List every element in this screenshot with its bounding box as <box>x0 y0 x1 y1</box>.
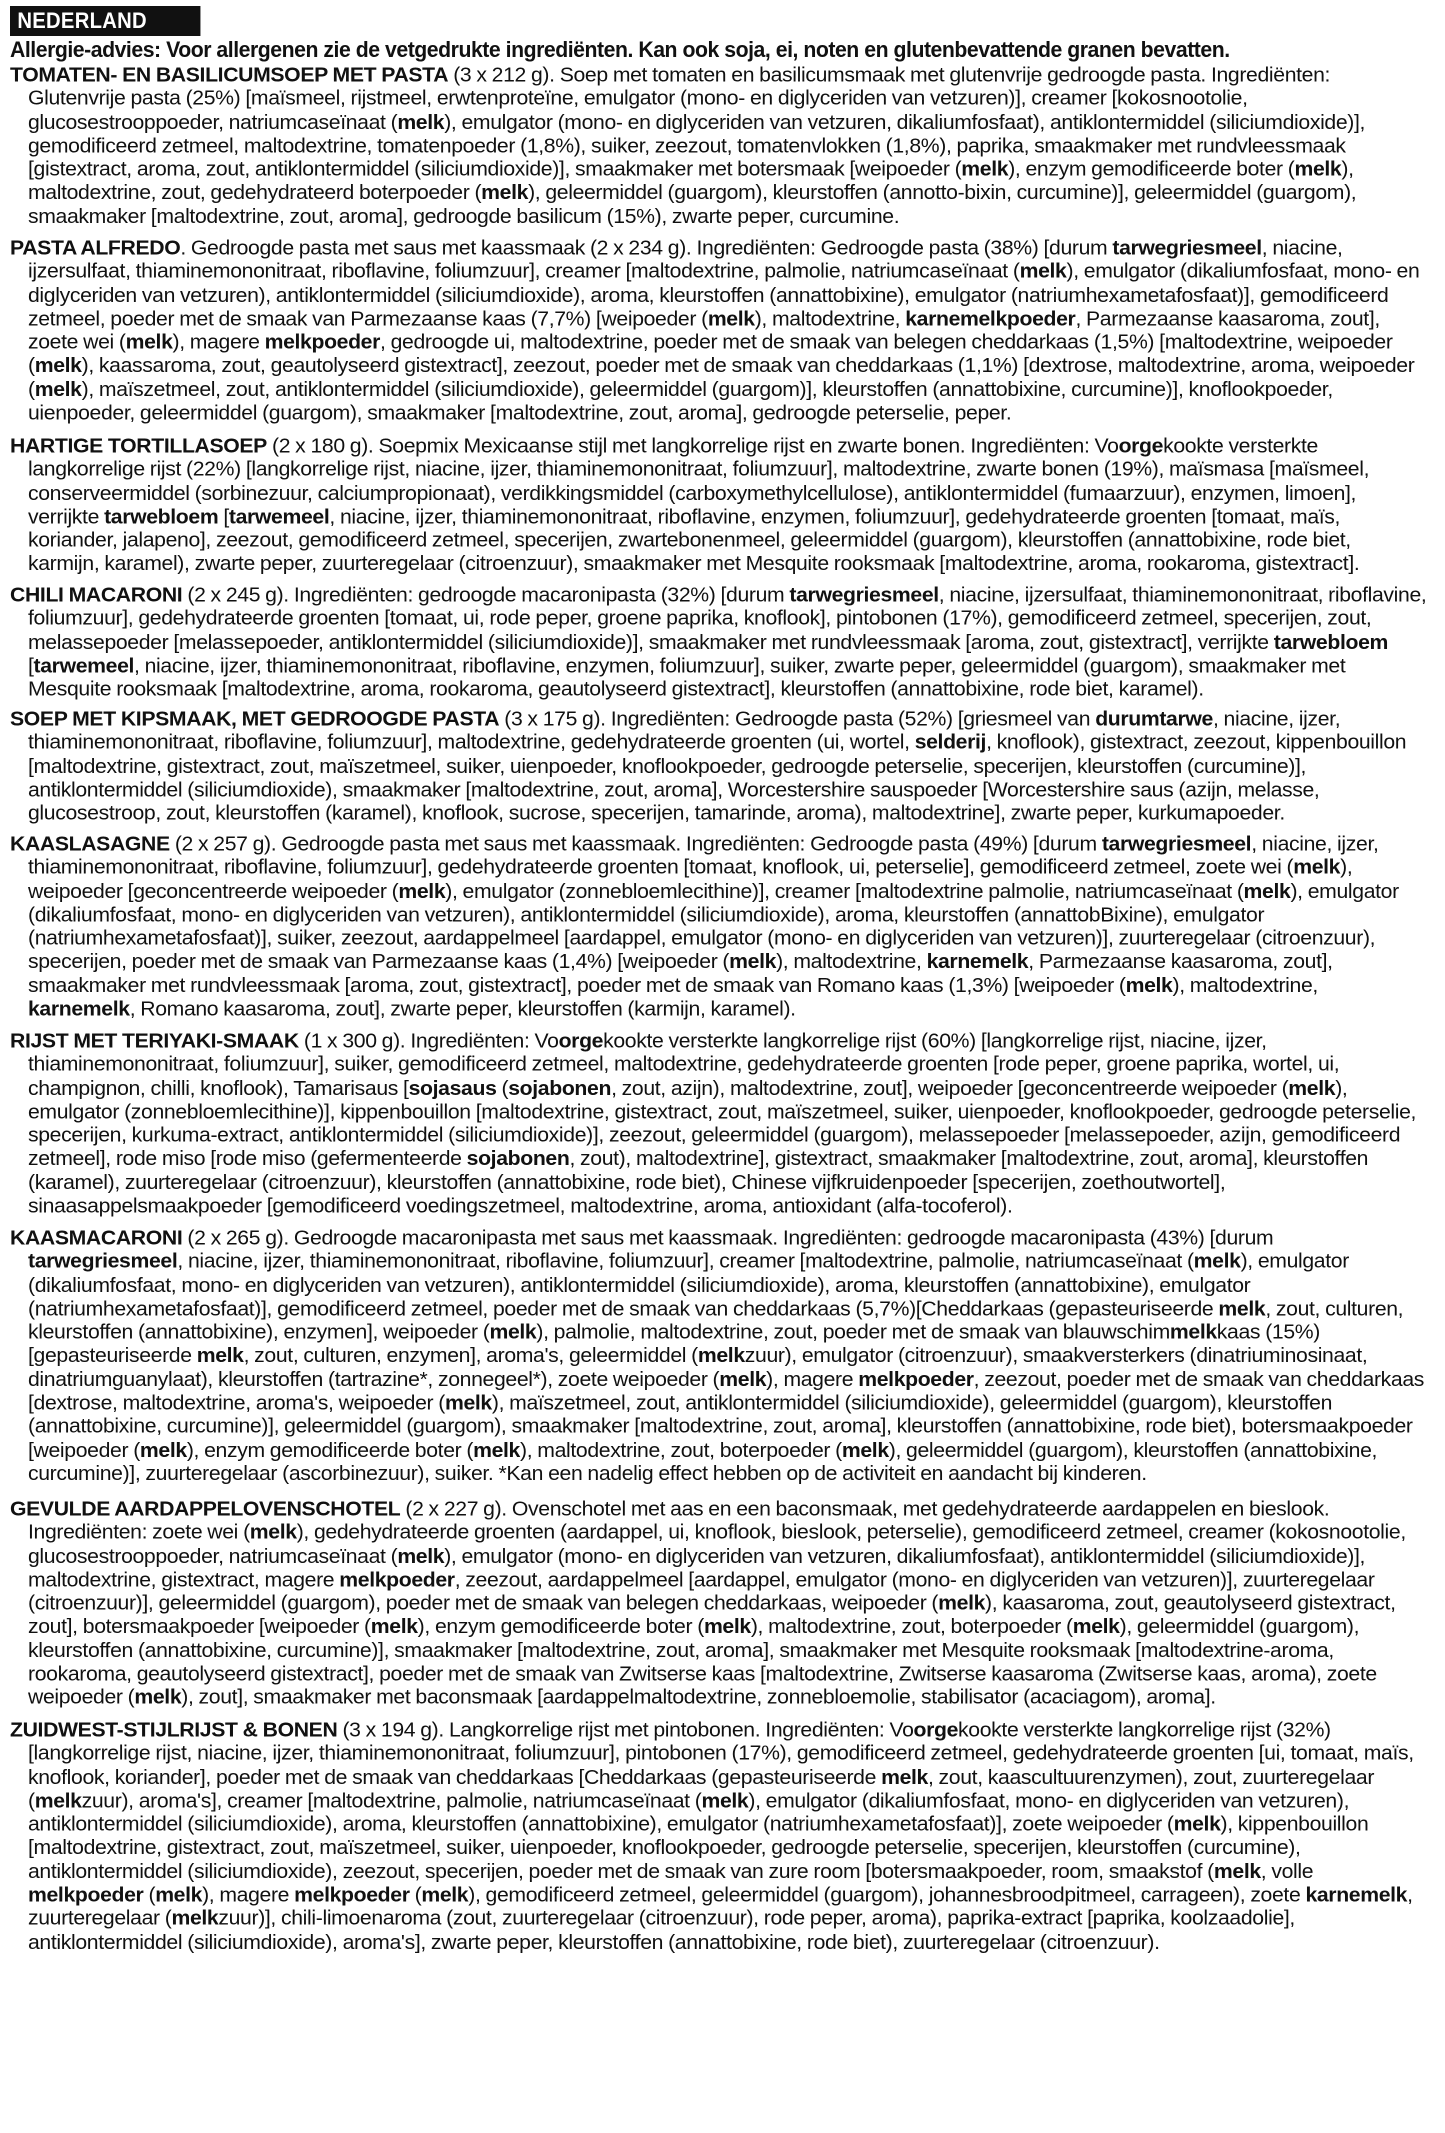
allergen-text: melk <box>370 1615 418 1638</box>
allergen-text: melk <box>707 308 755 331</box>
ingredient-text: ( <box>143 1884 156 1907</box>
allergen-text: durumtarwe <box>1095 708 1213 731</box>
product-entry <box>10 584 1427 702</box>
allergen-text: orge <box>913 1719 959 1742</box>
ingredient-text: , zeezout, aardappelmeel [aardappel, emulgator (mono- en diglyceriden van vetzuren)], zuurteregelaar (citroenzuur)], geleermiddel (guargom), poeder met de smaak van belegen cheddarkaas, weipoeder ( <box>28 1568 1375 1615</box>
allergen-text: tarwegriesmeel <box>1101 832 1252 855</box>
allergen-text: tarwegriesmeel <box>28 1250 178 1274</box>
ingredient-text: , zeezout, poeder met de smaak van cheddarkaas [dextrose, maltodextrine, aroma's, weipoeder ( <box>28 1368 1425 1415</box>
ingredient-text: ), maïszetmeel, zout, antiklontermiddel (siliciumdioxide), geleermiddel (guargom)], kleurstoffen (annattobixine, curcumine)], knoflookpoeder, uienpoeder, geleermiddel (guargom), smaakmaker [maltodextrine, zout, aroma], gedroogde peterselie, peper. <box>28 378 1333 425</box>
product-entry <box>10 1227 1427 1486</box>
allergen-text: tarwegriesmeel <box>1112 237 1262 260</box>
ingredient-text: kookte versterkte langkorrelige rijst (22%) [langkorrelige rijst, niacine, ijzer, thiaminemononitraat, foliumzuur], maltodextrine, zwarte bonen (19%), maïsmasa [maïsmeel, conserveermiddel (sorbinezuur, calciumpropionaat), verdikkingsmiddel (carboxymethylcellulose), antiklontermiddel (fumaarzuur), enzymen, limoen], verrijkte <box>28 434 1370 528</box>
ingredient-text: ), maltodextrine, <box>776 950 927 973</box>
ingredient-text: kookte versterkte langkorrelige rijst (60%) [langkorrelige rijst, niacine, ijzer, thiaminemononitraat, foliumzuur], suiker, gemodificeerd zetmeel, maltodextrine, gedehydrateerde groenten [rode peper, groene paprika, wortel, ui, champignon, chilli, knoflook), Tamarisaus [ <box>28 1029 1340 1100</box>
allergen-text: tarwegriesmeel <box>789 583 939 606</box>
allergen-text: melk <box>1288 1077 1336 1100</box>
allergen-text: melkpoeder <box>294 1884 410 1907</box>
allergen-text: melk <box>34 1789 82 1813</box>
allergen-text: melk <box>397 1544 445 1567</box>
allergen-text: melk <box>1173 1813 1221 1836</box>
product-entry <box>10 1498 1427 1710</box>
ingredient-text: , niacine, ijzer, thiaminemononitraat, riboflavine, foliumzuur], maltodextrine, gedehydrateerde groenten (ui, wortel, <box>28 708 1341 754</box>
product-entry <box>10 64 1427 229</box>
ingredient-text: ( <box>496 1077 509 1100</box>
ingredient-text: ( <box>409 1884 422 1907</box>
ingredient-text: ), gemodificeerd zetmeel, geleermiddel (guargom), johannesbroodpitmeel, carrageen), zoete <box>468 1884 1306 1907</box>
ingredient-text: (1 x 300 g). Ingrediënten: Vo <box>298 1029 559 1053</box>
ingredient-text: (3 x 212 g). Soep met tomaten en basilicumsmaak met glutenvrije gedroogde pasta. Ingrediënten: Glutenvrije pasta (25%) [maïsmeel, rijstmeel, erwtenproteïne, emulgator (mono- en diglyceriden van vetzuren)], creamer [kokosnootolie, glucosestrooppoeder, natriumcaseïnaat ( <box>28 64 1331 134</box>
allergen-text: melk <box>171 1907 219 1931</box>
allergen-text: melk <box>1169 1321 1217 1344</box>
ingredient-text: zuur)], chili-limoenaroma (zout, zuurteregelaar (citroenzuur), rode peper, aroma), paprika-extract [paprika, koolzaadolie], antiklontermiddel (siliciumdioxide), aroma's], zwarte peper, kleurstoffen (annattobixine, rode biet), zuurteregelaar (citroenzuur). <box>28 1907 1295 1954</box>
ingredient-text: , zout, culturen, enzymen], aroma's, geleermiddel ( <box>243 1345 698 1368</box>
allergen-text: melk <box>697 1345 745 1368</box>
ingredient-text: ), emulgator (mono- en diglyceriden van vetzuren, dikaliumfosfaat), antiklontermiddel (siliciumdioxide)], maltodextrine, gistextract, magere <box>28 1544 1366 1591</box>
allergen-text: melk <box>1072 1615 1120 1638</box>
ingredient-text: , Romano kaasaroma, zout], zwarte peper, kleurstoffen (karmijn, karamel). <box>129 997 796 1020</box>
allergen-text: karnemelkpoeder <box>905 308 1076 331</box>
product-list <box>10 64 1427 1962</box>
allergen-text: tarwemeel <box>228 505 330 528</box>
product-entry <box>10 237 1427 426</box>
product-name: KAASLASAGNE <box>10 832 170 855</box>
ingredient-text: ), maltodextrine, <box>1172 973 1318 997</box>
product-name: TOMATEN- EN BASILICUMSOEP MET PASTA <box>10 64 449 87</box>
allergen-text: melk <box>249 1521 297 1544</box>
allergen-text: melk <box>34 355 82 378</box>
ingredient-text: ), emulgator (mono- en diglyceriden van vetzuren, dikaliumfosfaat), antiklontermiddel (siliciumdioxide)], gemodificeerd zetmeel, maltodextrine, tomatenpoeder (1,8%), suiker, zeezout, tomatenvlokken (1,8%), paprika, smaakmaker met rundvleessmaak [gistextract, aroma, zout, antiklontermiddel (siliciumdioxide)], smaakmaker met botersmaak [weipoeder ( <box>28 111 1366 181</box>
ingredient-text: , niacine, ijzersulfaat, thiaminemononitraat, riboflavine, foliumzuur], creamer [maltodextrine, palmolie, natriumcaseïnaat ( <box>28 237 1343 284</box>
product-entry <box>10 708 1427 826</box>
allergen-text: orge <box>1118 434 1164 458</box>
allergen-text: melk <box>125 331 173 354</box>
ingredient-text: , gedroogde ui, maltodextrine, poeder met de smaak van belegen cheddarkaas (1,5%) [maltodextrine, weipoeder ( <box>28 331 1393 378</box>
allergen-text: melk <box>1243 879 1291 902</box>
ingredient-text: (3 x 175 g). Ingrediënten: Gedroogde pasta (52%) [griesmeel van <box>499 708 1096 731</box>
ingredient-text: ), maltodextrine, <box>754 308 906 331</box>
allergen-text: melk <box>1294 158 1342 181</box>
ingredient-text: , knoflook), gistextract, zeezout, kippenbouillon [maltodextrine, gistextract, zout, maïszetmeel, suiker, uienpoeder, knoflookpoeder, gedroogde peterselie, specerijen, kleurstoffen (curcumine)], antiklontermiddel (siliciumdioxide), smaakmaker [maltodextrine, zout, aroma], Worcestershire sauspoeder [Worcestershire saus (azijn, melasse, glucosestroop, zout, kleurstoffen (karamel), knoflook, sucrose, specerijen, tamarinde, aroma), maltodextrine], zwarte peper, kurkumapoeder. <box>28 731 1407 825</box>
ingredient-text: ), zout], smaakmaker met baconsmaak [aardappelmaltodextrine, zonnebloemolie, stabilisator (acaciagom), aroma]. <box>181 1686 1216 1709</box>
ingredient-text: , Parmezaanse kaasaroma, zout], smaakmaker met rundvleessmaak [aroma, zout, gistextract], poeder met de smaak van Romano kaas (1,3%) [weipoeder ( <box>28 950 1333 997</box>
allergen-text: melk <box>841 1439 889 1462</box>
product-entry <box>10 1030 1427 1219</box>
ingredient-text: ), geleermiddel (guargom), kleurstoffen (annotto-bixin, curcumine)], geleermiddel (guargom), smaakmaker [maltodextrine, zout, aroma], gedroogde basilicum (15%), zwarte peper, curcumine. <box>28 182 1357 229</box>
ingredient-text: (2 x 227 g). Ovenschotel met aas en een baconsmaak, met gedehydrateerde aardappelen en bieslook. Ingrediënten: zoete wei ( <box>28 1497 1330 1544</box>
product-name: HARTIGE TORTILLASOEP <box>10 434 267 458</box>
ingredient-text: ), emulgator (dikaliumfosfaat, mono- en diglyceriden van vetzuren), antiklontermiddel (siliciumdioxide), aroma, kleurstoffen (annattobBixine), emulgator (natriumhexametafosfaat)], suiker, zeezout, aardappelmeel [aardappel, emulgator (mono- en diglyceriden van vetzuren)], zuurteregelaar (citroenzuur), specerijen, poeder met de smaak van Parmezaanse kaas (1,4%) [weipoeder ( <box>28 879 1399 973</box>
ingredient-text: ), magere <box>172 331 265 354</box>
ingredient-text: (2 x 265 g). Gedroogde macaronipasta met saus met kaassmaak. Ingrediënten: gedroogde macaronipasta (43%) [durum <box>182 1227 1274 1250</box>
allergen-text: melk <box>719 1368 767 1391</box>
allergen-text: melk <box>444 1392 492 1415</box>
allergen-text: melk <box>139 1439 187 1462</box>
allergen-text: melkpoeder <box>264 331 381 354</box>
ingredient-text: . Gedroogde pasta met saus met kaassmaak (2 x 234 g). Ingrediënten: Gedroogde pasta (38%) [durum <box>180 237 1113 260</box>
ingredient-text: ), maltodextrine, zout, boterpoeder ( <box>750 1615 1073 1638</box>
allergen-text: sojabonen <box>466 1147 570 1171</box>
allergen-text: orge <box>558 1029 604 1053</box>
ingredient-text: (2 x 245 g). Ingrediënten: gedroogde macaronipasta (32%) [durum <box>182 583 790 606</box>
allergen-text: melk <box>398 879 446 902</box>
allergen-text: melk <box>1019 260 1067 284</box>
allergen-text: melk <box>729 950 777 973</box>
ingredient-text: ), kaasaroma, zout, geautolyseerd gistextract, zout], botersmaakpoeder [weipoeder ( <box>28 1591 1396 1638</box>
ingredient-text: (2 x 257 g). Gedroogde pasta met saus met kaassmaak. Ingrediënten: Gedroogde pasta (49%) [durum <box>169 832 1102 855</box>
ingredient-text: ), enzym gemodificeerde boter ( <box>186 1439 474 1462</box>
allergen-text: melk <box>481 182 529 205</box>
allergen-text: melk <box>701 1789 749 1813</box>
ingredient-text: , niacine, ijzer, thiaminemononitraat, riboflavine, enzymen, foliumzuur], suiker, zwarte peper, geleermiddel (guargom), smaakmaker met Mesquite rooksmaak [maltodextrine, aroma, rookaroma, geautolyseerd gistextract], kleurstoffen (annattobixine, rode biet, karamel). <box>28 654 1346 701</box>
allergen-text: melk <box>1193 1250 1241 1274</box>
product-entry <box>10 833 1427 1022</box>
ingredient-text: , niacine, ijzer, thiaminemononitraat, riboflavine, enzymen, foliumzuur], gedehydrateerde groenten [tomaat, maïs, koriander, jalapeno], zeezout, gemodificeerd zetmeel, specerijen, zwartebonenmeel, geleermiddel (guargom), kleurstoffen (annattobixine, rode biet, karmijn, karamel), zwarte peper, zuurteregelaar (citroenzuur), smaakmaker met Mesquite rooksmaak [maltodextrine, aroma, rookaroma, gistextract]. <box>28 505 1360 575</box>
ingredient-text: , zout, azijn), maltodextrine, zout], weipoeder [geconcentreerde weipoeder ( <box>611 1077 1289 1100</box>
allergen-text: tarwemeel <box>33 654 135 677</box>
ingredient-text: ), magere <box>766 1368 859 1391</box>
product-entry <box>10 435 1427 576</box>
ingredient-text: ), palmolie, maltodextrine, zout, poeder met de smaak van blauwschim <box>536 1321 1170 1344</box>
allergen-text: melkpoeder <box>339 1568 455 1591</box>
ingredient-text: ), kippenbouillon [maltodextrine, gistextract, zout, maïszetmeel, suiker, uienpoeder, knoflookpoeder, gedroogde peterselie, specerijen, kleurstoffen (curcumine), antiklontermiddel (siliciumdioxide), zeezout, specerijen, poeder met de smaak van zure room [botersmaakpoeder, room, smaakstof ( <box>28 1813 1369 1883</box>
ingredient-text: ), emulgator (dikaliumfosfaat, mono- en diglyceriden van vetzuren), antiklontermiddel (siliciumdioxide), aroma, kleurstoffen (annattobixine), emulgator (natriumhexametafosfaat)], zoete weipoeder ( <box>28 1789 1350 1836</box>
product-name: PASTA ALFREDO <box>10 237 181 260</box>
ingredient-text: ), magere <box>202 1884 295 1907</box>
allergen-text: karnemelk <box>1305 1884 1408 1907</box>
allergen-text: melk <box>1213 1860 1261 1883</box>
ingredient-text: [ <box>218 505 229 528</box>
ingredient-text: ), emulgator (zonnebloemlecithine)], creamer [maltodextrine palmolie, natriumcaseïnaat ( <box>445 879 1244 902</box>
ingredient-text: ), maltodextrine, zout, gedehydrateerd boterpoeder ( <box>28 158 1354 205</box>
ingredient-text: ), geleermiddel (guargom), kleurstoffen (annattobixine, curcumine)], smaakmaker [maltodextrine, zout, aroma], smaakmaker met Mesquite rooksmaak [maltodextrine-aroma, rookaroma, geautolyseerd gistextract], poeder met de smaak van Zwitserse kaas [maltodextrine, Zwitserse kaasaroma (Zwitserse kaas, aroma), zoete weipoeder ( <box>28 1615 1377 1709</box>
allergen-text: melk <box>938 1591 986 1615</box>
ingredient-text: (2 x 180 g). Soepmix Mexicaanse stijl met langkorrelige rijst en zwarte bonen. Ingrediënten: Vo <box>266 434 1119 458</box>
ingredient-text: ), emulgator (dikaliumfosfaat, mono- en diglyceriden van vetzuren), antiklontermiddel (siliciumdioxide), aroma, kleurstoffen (annattobixine), emulgator (natriumhexametafosfaat)], gemodificeerd zetmeel, poeder met de smaak van Parmezaanse kaas (7,7%) [weipoeder ( <box>28 260 1420 331</box>
allergen-text: tarwebloem <box>104 505 219 528</box>
allergen-text: melk <box>881 1766 928 1789</box>
ingredient-text: ), enzym gemodificeerde boter ( <box>417 1615 704 1638</box>
ingredient-text: ), weipoeder [geconcentreerde weipoeder ( <box>28 856 1353 902</box>
allergen-text: sojasaus <box>408 1077 497 1100</box>
product-name: ZUIDWEST-STIJLRIJST & BONEN <box>10 1719 338 1742</box>
ingredient-text: , volle <box>1260 1860 1314 1883</box>
product-entry <box>10 1719 1427 1955</box>
allergen-text: melk <box>1125 973 1173 997</box>
allergen-text: karnemelk <box>28 997 130 1020</box>
ingredient-text: ), enzym gemodificeerde boter ( <box>1008 158 1295 181</box>
allergen-text: melk <box>397 111 445 134</box>
ingredient-text: ), kaassaroma, zout, geautolyseerd gistextract], zeezout, poeder met de smaak van cheddarkaas (1,1%) [dextrose, maltodextrine, aroma, weipoeder ( <box>28 355 1415 402</box>
allergen-text: melk <box>1218 1297 1266 1321</box>
product-name: RIJST MET TERIYAKI-SMAAK <box>10 1029 299 1053</box>
allergen-text: melk <box>134 1686 182 1709</box>
allergen-text: melk <box>421 1884 469 1907</box>
ingredient-text: , niacine, ijzer, thiaminemononitraat, riboflavine, foliumzuur], gedehydrateerde groenten [tomaat, knoflook, ui, peterselie], gemodificeerd zetmeel, zoete wei ( <box>28 832 1379 879</box>
allergen-text: karnemelk <box>926 950 1029 973</box>
ingredient-text: , niacine, ijzer, thiaminemononitraat, riboflavine, foliumzuur], creamer [maltodextrine, palmolie, natriumcaseïnaat ( <box>177 1250 1194 1274</box>
ingredient-text: , zout, culturen, kleurstoffen (annattobixine), enzymen], weipoeder ( <box>28 1297 1404 1344</box>
allergen-text: melk <box>196 1345 244 1368</box>
allergen-text: melk <box>1293 856 1341 879</box>
allergen-text: tarwebloem <box>1273 630 1389 653</box>
allergen-text: melk <box>961 158 1009 181</box>
ingredient-text: , zuurteregelaar ( <box>28 1884 1413 1931</box>
ingredient-text: ), emulgator (zonnebloemlecithine)], kippenbouillon [maltodextrine, gistextract, zout, maïszetmeel, suiker, uienpoeder, knoflookpoeder, gedroogde peterselie, specerijen, kurkuma-extract, antiklontermiddel (siliciumdioxide)], zeezout, geleermiddel (guargom), melassepoeder [melassepoeder, azijn, gemodificeerd zetmeel], rode miso [rode miso (gefermenteerde <box>28 1077 1417 1171</box>
allergen-text: melk <box>473 1439 520 1462</box>
allergen-text: melk <box>34 378 82 402</box>
ingredient-text: , zout), maltodextrine], gistextract, smaakmaker [maltodextrine, zout, aroma], kleurstoffen (karamel), zuurteregelaar (citroenzuur), kleurstoffen (annattobixine, rode biet), Chinese vijfkruidenpoeder [specerijen, zoethoutwortel], sinaasappelsmaakpoeder [gemodificeerd voedingszetmeel, maltodextrine, aroma, antioxidant (alfa-tocoferol). <box>28 1147 1369 1218</box>
ingredient-text: , zout, kaascultuurenzymen), zout, zuurteregelaar ( <box>28 1766 1375 1813</box>
allergy-advice: Allergie-advies: Voor allergenen zie de vetgedrukte ingrediënten. Kan ook soja, ei, noten en glutenbevattende granen bevatten. <box>10 37 1230 62</box>
allergen-text: sojabonen <box>508 1077 612 1100</box>
allergen-text: melk <box>703 1615 751 1638</box>
ingredient-text: , niacine, ijzersulfaat, thiaminemononitraat, riboflavine, foliumzuur], gedehydrateerde groenten [tomaat, ui, rode peper, groene paprika, knoflook], pintobonen (17%), gemodificeerd zetmeel, specerijen, zout, melassepoeder [melassepoeder, antiklontermiddel (siliciumdioxide)], smaakmaker met rundvleessmaak [aroma, zout, gistextract], verrijkte <box>28 583 1427 653</box>
ingredient-text: ), maïszetmeel, zout, antiklontermiddel (siliciumdioxide), geleermiddel (guargom), kleurstoffen (annattobixine, curcumine)], geleermiddel (guargom), smaakmaker [maltodextrine, zout, aroma], kleurstoffen (annattobixine, rode biet), botersmaakpoeder [weipoeder ( <box>28 1392 1413 1462</box>
ingredient-text: ), geleermiddel (guargom), kleurstoffen (annattobixine, curcumine)], zuurteregelaar (ascorbinezuur), suiker. *Kan een nadelig effect hebben op de activiteit en aandacht bij kinderen. <box>28 1439 1378 1486</box>
product-name: GEVULDE AARDAPPELOVENSCHOTEL <box>10 1497 401 1520</box>
ingredient-text: zuur), aroma's], creamer [maltodextrine, palmolie, natriumcaseïnaat ( <box>81 1789 702 1813</box>
allergen-text: selderij <box>914 731 987 754</box>
allergen-text: melk <box>489 1321 537 1344</box>
allergen-text: melkpoeder <box>858 1368 974 1391</box>
ingredient-text: ), gedehydrateerde groenten (aardappel, ui, knoflook, bieslook, peterselie), gemodificeerd zetmeel, creamer (kokosnootolie, glucosestrooppoeder, natriumcaseïnaat ( <box>28 1521 1406 1567</box>
ingredient-text: , Parmezaanse kaasaroma, zout], zoete wei ( <box>28 308 1380 354</box>
ingredient-text: (3 x 194 g). Langkorrelige rijst met pintobonen. Ingrediënten: Vo <box>337 1719 914 1742</box>
ingredient-text: zuur), emulgator (citroenzuur), smaakversterkers (dinatriuminosinaat, dinatriumguanylaat), kleurstoffen (tartrazine*, zonnegeel*), zoete weipoeder ( <box>28 1345 1368 1391</box>
ingredient-text: [ <box>28 654 34 677</box>
ingredient-text: ), maltodextrine, zout, boterpoeder ( <box>519 1439 842 1462</box>
ingredient-text: kookte versterkte langkorrelige rijst (32%) [langkorrelige rijst, niacine, ijzer, thiaminemononitraat, foliumzuur], pintobonen (17%), gemodificeerd zetmeel, gedehydrateerde groenten [ui, tomaat, maïs, knoflook, koriander], poeder met de smaak van cheddarkaas [Cheddarkaas (gepasteuriseerde <box>28 1719 1414 1789</box>
product-name: CHILI MACARONI <box>10 583 183 606</box>
ingredient-text: ), emulgator (dikaliumfosfaat, mono- en diglyceriden van vetzuren), antiklontermiddel (siliciumdioxide), aroma, kleurstoffen (annattobixine), emulgator (natriumhexametafosfaat)], gemodificeerd zetmeel, poeder met de smaak van cheddarkaas (5,7%)[Cheddarkaas (gepasteuriseerde <box>28 1250 1349 1321</box>
allergen-text: melkpoeder <box>28 1884 144 1907</box>
language-badge: NEDERLAND <box>10 6 200 36</box>
ingredient-text: kaas (15%) [gepasteuriseerde <box>28 1321 1320 1368</box>
product-name: KAASMACARONI <box>10 1227 183 1250</box>
product-name: SOEP MET KIPSMAAK, MET GEDROOGDE PASTA <box>10 708 500 731</box>
allergen-text: melk <box>155 1884 203 1907</box>
